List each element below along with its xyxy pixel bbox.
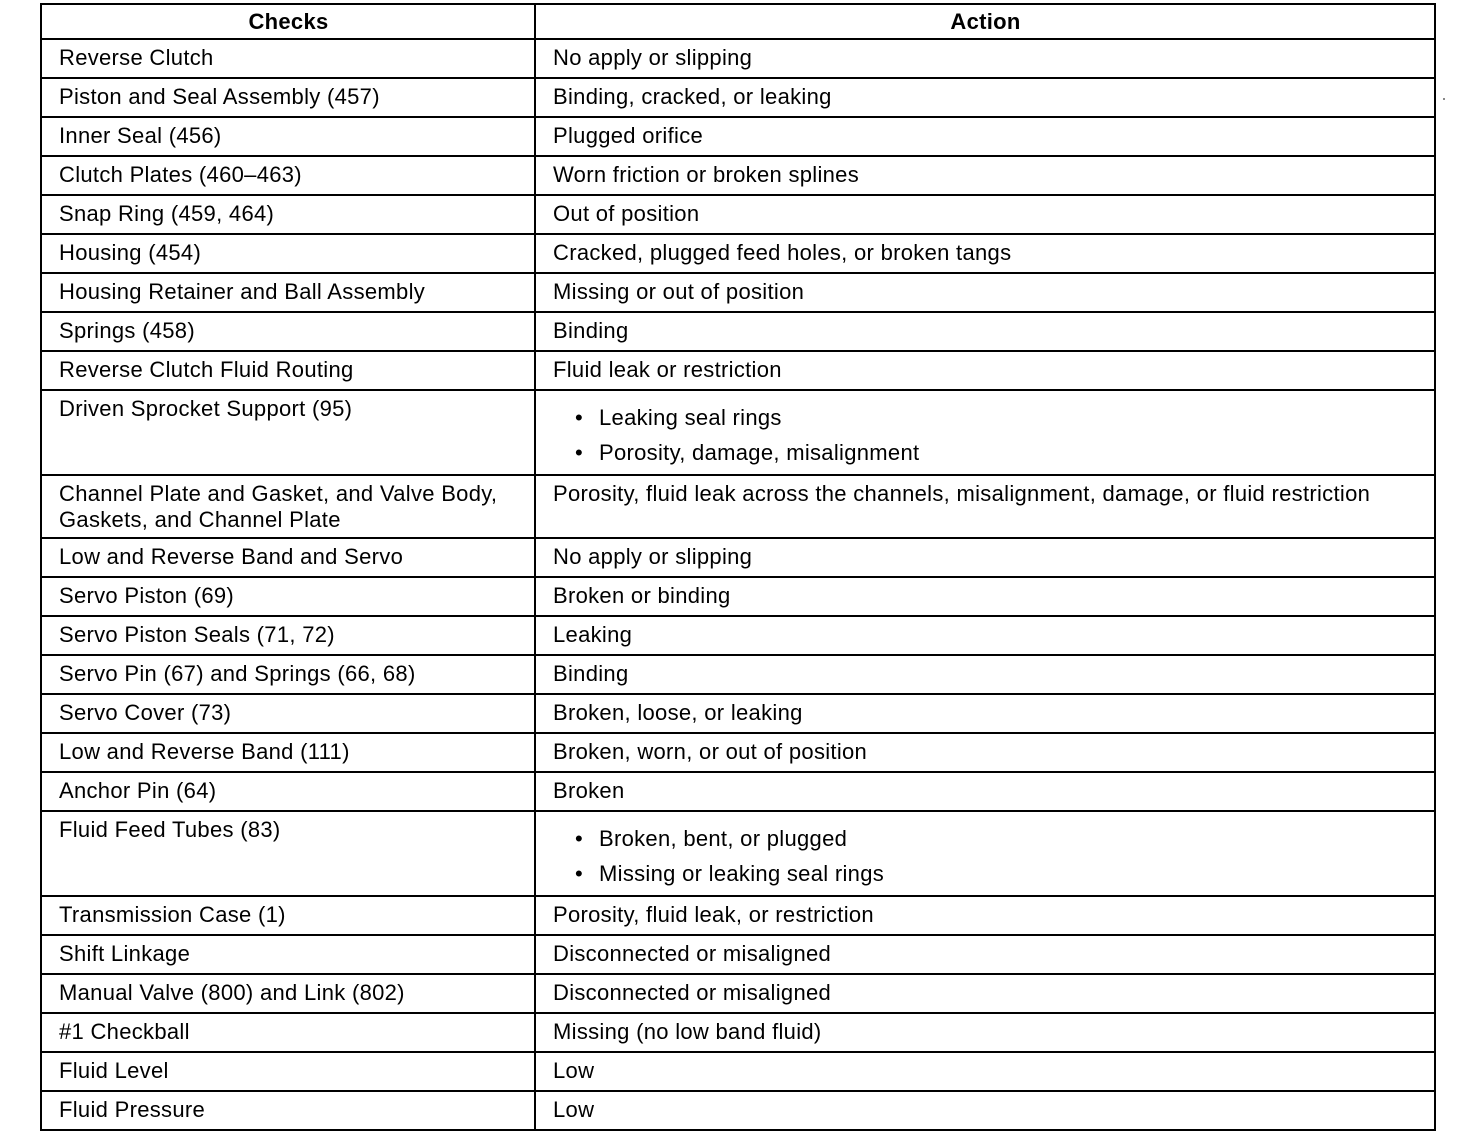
check-cell: Fluid Level <box>41 1052 535 1091</box>
action-cell: Binding <box>535 655 1435 694</box>
table-row <box>41 273 1435 312</box>
check-cell: Servo Pin (67) and Springs (66, 68) <box>41 655 535 694</box>
action-cell: No apply or slipping <box>535 538 1435 577</box>
checks-action-table <box>40 3 1436 1131</box>
table-row <box>41 390 1435 475</box>
list-item <box>553 400 1418 435</box>
table-row <box>41 195 1435 234</box>
table-row <box>41 772 1435 811</box>
action-cell: Cracked, plugged feed holes, or broken tangs <box>535 234 1435 273</box>
list-item <box>553 435 1418 470</box>
check-cell: Fluid Feed Tubes (83) <box>41 811 535 896</box>
action-cell: Out of position <box>535 195 1435 234</box>
table-row <box>41 475 1435 538</box>
check-cell: Housing Retainer and Ball Assembly <box>41 273 535 312</box>
table-row <box>41 1091 1435 1130</box>
action-cell: Fluid leak or restriction <box>535 351 1435 390</box>
action-cell: Binding <box>535 312 1435 351</box>
check-cell: Reverse Clutch Fluid Routing <box>41 351 535 390</box>
bullet-text: Leaking seal rings <box>599 405 782 430</box>
action-cell: Binding, cracked, or leaking <box>535 78 1435 117</box>
table-row <box>41 811 1435 896</box>
check-cell: Snap Ring (459, 464) <box>41 195 535 234</box>
action-cell: Broken, loose, or leaking <box>535 694 1435 733</box>
action-cell: Porosity, fluid leak across the channels, misalignment, damage, or fluid restriction <box>535 475 1435 538</box>
bullet-icon: • <box>575 826 584 851</box>
action-cell: Worn friction or broken splines <box>535 156 1435 195</box>
check-cell: Piston and Seal Assembly (457) <box>41 78 535 117</box>
check-cell: Inner Seal (456) <box>41 117 535 156</box>
table-row <box>41 39 1435 78</box>
action-cell: Low <box>535 1091 1435 1130</box>
action-cell: Broken or binding <box>535 577 1435 616</box>
table-row <box>41 616 1435 655</box>
table-row <box>41 1052 1435 1091</box>
action-cell: Porosity, fluid leak, or restriction <box>535 896 1435 935</box>
check-cell: Channel Plate and Gasket, and Valve Body, Gaskets, and Channel Plate <box>41 475 535 538</box>
action-bullet-list <box>553 400 1418 470</box>
scan-speck <box>1443 98 1445 100</box>
action-cell: Plugged orifice <box>535 117 1435 156</box>
check-cell: Anchor Pin (64) <box>41 772 535 811</box>
bullet-text: Porosity, damage, misalignment <box>599 440 920 465</box>
action-cell: Disconnected or misaligned <box>535 935 1435 974</box>
action-cell: Leaking <box>535 616 1435 655</box>
table-row <box>41 538 1435 577</box>
action-cell: Disconnected or misaligned <box>535 974 1435 1013</box>
table-row <box>41 234 1435 273</box>
table-row <box>41 117 1435 156</box>
table-row <box>41 896 1435 935</box>
check-cell: Manual Valve (800) and Link (802) <box>41 974 535 1013</box>
check-cell: Reverse Clutch <box>41 39 535 78</box>
table-row <box>41 1013 1435 1052</box>
table-row <box>41 655 1435 694</box>
bullet-icon: • <box>575 440 584 465</box>
action-cell: Broken <box>535 772 1435 811</box>
check-cell: Clutch Plates (460–463) <box>41 156 535 195</box>
check-cell: Springs (458) <box>41 312 535 351</box>
table-row <box>41 156 1435 195</box>
action-cell <box>535 390 1435 475</box>
list-item <box>553 856 1418 891</box>
check-cell: Servo Cover (73) <box>41 694 535 733</box>
check-cell: Servo Piston (69) <box>41 577 535 616</box>
header-action: Action <box>535 4 1435 39</box>
check-cell: Transmission Case (1) <box>41 896 535 935</box>
bullet-icon: • <box>575 405 584 430</box>
header-checks: Checks <box>41 4 535 39</box>
bullet-text: Broken, bent, or plugged <box>599 826 848 851</box>
check-cell: Low and Reverse Band and Servo <box>41 538 535 577</box>
table-header-row <box>41 4 1435 39</box>
table-row <box>41 351 1435 390</box>
bullet-text: Missing or leaking seal rings <box>599 861 885 886</box>
check-cell: Fluid Pressure <box>41 1091 535 1130</box>
table-row <box>41 78 1435 117</box>
check-cell: Shift Linkage <box>41 935 535 974</box>
check-cell: #1 Checkball <box>41 1013 535 1052</box>
table-row <box>41 935 1435 974</box>
action-cell: Missing or out of position <box>535 273 1435 312</box>
action-cell: Missing (no low band fluid) <box>535 1013 1435 1052</box>
check-cell: Servo Piston Seals (71, 72) <box>41 616 535 655</box>
table-row <box>41 694 1435 733</box>
action-cell <box>535 811 1435 896</box>
check-cell: Driven Sprocket Support (95) <box>41 390 535 475</box>
action-cell: Broken, worn, or out of position <box>535 733 1435 772</box>
table-row <box>41 974 1435 1013</box>
table-row <box>41 733 1435 772</box>
bullet-icon: • <box>575 861 584 886</box>
table-row <box>41 312 1435 351</box>
table-row <box>41 577 1435 616</box>
action-cell: No apply or slipping <box>535 39 1435 78</box>
check-cell: Housing (454) <box>41 234 535 273</box>
action-bullet-list <box>553 821 1418 891</box>
list-item <box>553 821 1418 856</box>
check-cell: Low and Reverse Band (111) <box>41 733 535 772</box>
action-cell: Low <box>535 1052 1435 1091</box>
